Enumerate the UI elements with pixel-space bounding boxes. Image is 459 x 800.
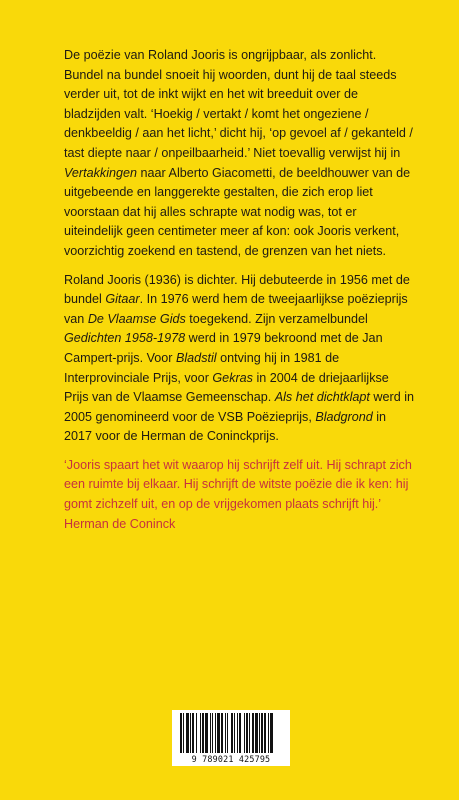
italic-title: Als het dichtklapt bbox=[274, 390, 370, 405]
text-run: naar Alberto Giacometti, de beeldhouwer van de uitgebeende en langgerekte gestalten, die zich erop liet voorstaan dat hij alles schrapte wat nodig was, tot er uiteindelijk geen centimeter meer af kon: ook Jooris verkent, voorzichtig zoekend en tastend, de grenzen van het niets. bbox=[64, 165, 411, 258]
isbn-digits: 9 789021 425795 bbox=[191, 754, 271, 764]
italic-title: Bladstil bbox=[175, 350, 217, 365]
intro-paragraph bbox=[64, 46, 416, 262]
isbn-barcode bbox=[172, 710, 290, 766]
text-run: Roland Jooris (1936) is dichter. Hij debuteerde in 1956 met de bundel bbox=[64, 272, 410, 307]
blurb-text bbox=[64, 46, 416, 534]
italic-title: Gedichten 1958-1978 bbox=[64, 331, 186, 346]
italic-title: De Vlaamse Gids bbox=[87, 311, 186, 326]
biography-paragraph bbox=[64, 271, 416, 447]
review-quote: ‘Jooris spaart het wit waarop hij schrijft zelf uit. Hij schrapt zich een ruimte bij elkaar. Hij schrijft de witste poëzie die ik ken: hij gomt zichzelf uit, en op de vrijgekomen plaats schrijft hij.’ Herman de Coninck bbox=[64, 457, 412, 531]
text-run: . In 1976 werd hem de tweejaarlijkse poëzieprijs van bbox=[64, 292, 408, 326]
text-run: ontving hij in 1981 de Interprovinciale Prijs, voor bbox=[64, 350, 340, 385]
italic-title: Bladgrond bbox=[315, 409, 373, 424]
text-run: toegekend. Zijn verzamelbundel bbox=[185, 311, 368, 326]
italic-title: Gekras bbox=[212, 370, 253, 385]
text-run: werd in 1979 bekroond met de Jan Campert-prijs. Voor bbox=[64, 331, 383, 365]
text-run: werd in 2005 genomineerd voor de VSB Poëzieprijs, bbox=[64, 390, 415, 424]
text-run: in 2017 voor de Herman de Coninckprijs. bbox=[64, 409, 387, 444]
italic-title: Gitaar bbox=[105, 292, 140, 307]
text-run: De poëzie van Roland Jooris is ongrijpbaar, als zonlicht. Bundel na bundel snoeit hij woorden, dunt hij de taal steeds verder uit, tot de inkt wijkt en het wit breeduit over de bladzijden valt. ‘Hoekig / vertakt / komt het ongeziene / denkbeeldig / aan het licht,’ dicht hij, ‘op gevoel af / gekanteld / tast diepte naar / onpeilbaarheid.’ Niet toevallig verwijst hij in bbox=[64, 48, 413, 160]
barcode-bars bbox=[178, 713, 284, 753]
text-run: in 2004 de driejaarlijkse Prijs van de Vlaamse Gemeenschap. bbox=[64, 370, 389, 405]
italic-title: Vertakkingen bbox=[64, 165, 138, 180]
